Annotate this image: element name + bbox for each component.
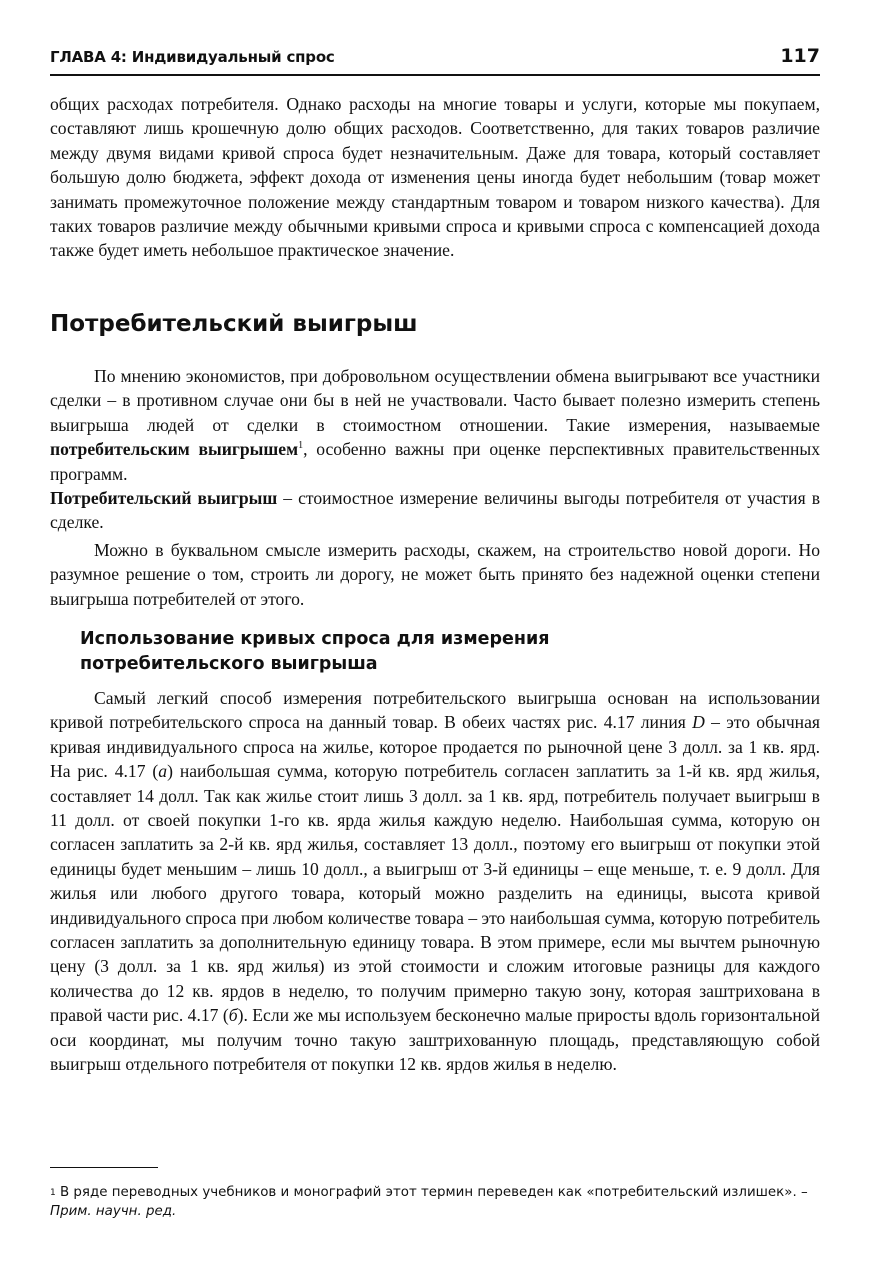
footnote-text: В ряде переводных учебников и монографий этот термин переведен как «потребительский излишек». – (55, 1185, 808, 1200)
italic-symbol: а (158, 761, 168, 782)
text-run: – стоимостное измерение величины выгоды потребителя от участия в сделке. (50, 488, 820, 533)
paragraph-text (50, 686, 820, 1077)
heading-line: Использование кривых спроса для измерения (80, 629, 550, 649)
footnote (50, 1183, 820, 1221)
paragraph-road (50, 538, 820, 611)
italic-symbol: D (692, 712, 705, 733)
paragraph-exchange (50, 364, 820, 486)
footnote-mark: 1 (50, 1188, 56, 1198)
text-run: Самый легкий способ измерения потребительского выигрыша основан на использовании кривой потребительского спроса на данный товар. В обеих частях рис. 4.17 линия (50, 688, 820, 733)
page-number: 117 (780, 45, 820, 67)
definition-text (50, 486, 820, 535)
definition-term: Потребительский выигрыш (50, 488, 278, 508)
paragraph-text: Можно в буквальном смысле измерить расходы, скажем, на строительство новой дороги. Но разумное решение о том, строить ли дорогу, не может быть принято без надежной оценки степени выигрыша потребителей от этого. (50, 540, 820, 609)
section-heading: Потребительский выигрыш (50, 311, 418, 337)
paragraph-intro (50, 92, 820, 263)
text-run: ) наибольшая сумма, которую потребитель согласен заплатить за 1-й кв. ярд жилья, составляет 14 долл. Так как жилье стоит лишь 3 долл. за 1 кв. ярд, потребитель получает выигрыш в 11 долл. от своей покупки 1-го кв. ярда жилья каждую неделю. Наибольшая сумма, которую он согласен заплатить за 2-й кв. ярд жилья, составляет 13 долл., поэтому его выигрыш от покупки этой единицы будет меньшим – лишь 10 долл., а выигрыш от 3-й единицы – еще меньше, т. е. 9 долл. Для жилья или любого другого товара, который можно разделить на единицы, высота кривой индивидуального спроса при любом количестве товара – это наибольшая сумма, которую потребитель согласен заплатить за дополнительную единицу товара. В этом примере, если мы вычтем рыночную цену (3 долл. за 1 кв. ярд жилья) из этой стоимости и сложим итоговые разницы для каждого количества до 12 кв. ярдов в неделю, то получим примерно такую зону, которая заштрихована в правой части рис. 4.17 ( (50, 761, 820, 1026)
definition-box (50, 486, 820, 535)
text-run: – это обычная кривая индивидуального спроса на жилье, которое продается по рыночной цене 3 долл. за 1 кв. ярд. На рис. 4.17 ( (50, 712, 820, 782)
paragraph-text (50, 364, 820, 486)
subsection-heading (80, 627, 680, 677)
text-run: По мнению экономистов, при добровольном осуществлении обмена выигрывают все участники сделки – в противном случае они бы в ней не участвовали. Часто бывает полезно измерить степень выигрыша людей от сделки в стоимостном отношении. Такие измерения, называемые (50, 366, 820, 435)
italic-symbol: б (228, 1005, 238, 1026)
footnote-divider (50, 1167, 158, 1168)
heading-line: потребительского выигрыша (80, 654, 378, 674)
text-run: , особенно важны при оценке перспективных правительственных программ. (50, 439, 820, 484)
editor-note: Прим. научн. ред. (50, 1204, 177, 1219)
term-bold: потребительским выигрышем (50, 439, 299, 460)
paragraph-demand-curve (50, 686, 820, 1077)
footnote-reference: 1 (298, 440, 304, 452)
running-header (50, 44, 820, 76)
chapter-title: ГЛАВА 4: Индивидуальный спрос (50, 48, 335, 66)
text-run: ). Если же мы используем бесконечно малые приросты вдоль горизонтальной оси координат, мы получим точно такую заштрихованную площадь, представляющую собой выигрыш отдельного потребителя от покупки 12 кв. ярдов жилья в неделю. (50, 1005, 820, 1075)
paragraph-text: общих расходах потребителя. Однако расходы на многие товары и услуги, которые мы покупаем, составляют лишь крошечную долю общих расходов. Соответственно, для таких товаров различие между двумя видами кривой спроса будет незначительным. Даже для товара, который составляет большую долю бюджета, эффект дохода от изменения цены иногда будет небольшим (товар может занимать промежуточное положение между стандартным товаром и товаром низкого качества). Для таких товаров различие между обычными кривыми спроса и кривыми спроса с компенсацией дохода также будет иметь небольшое практическое значение. (50, 94, 820, 261)
